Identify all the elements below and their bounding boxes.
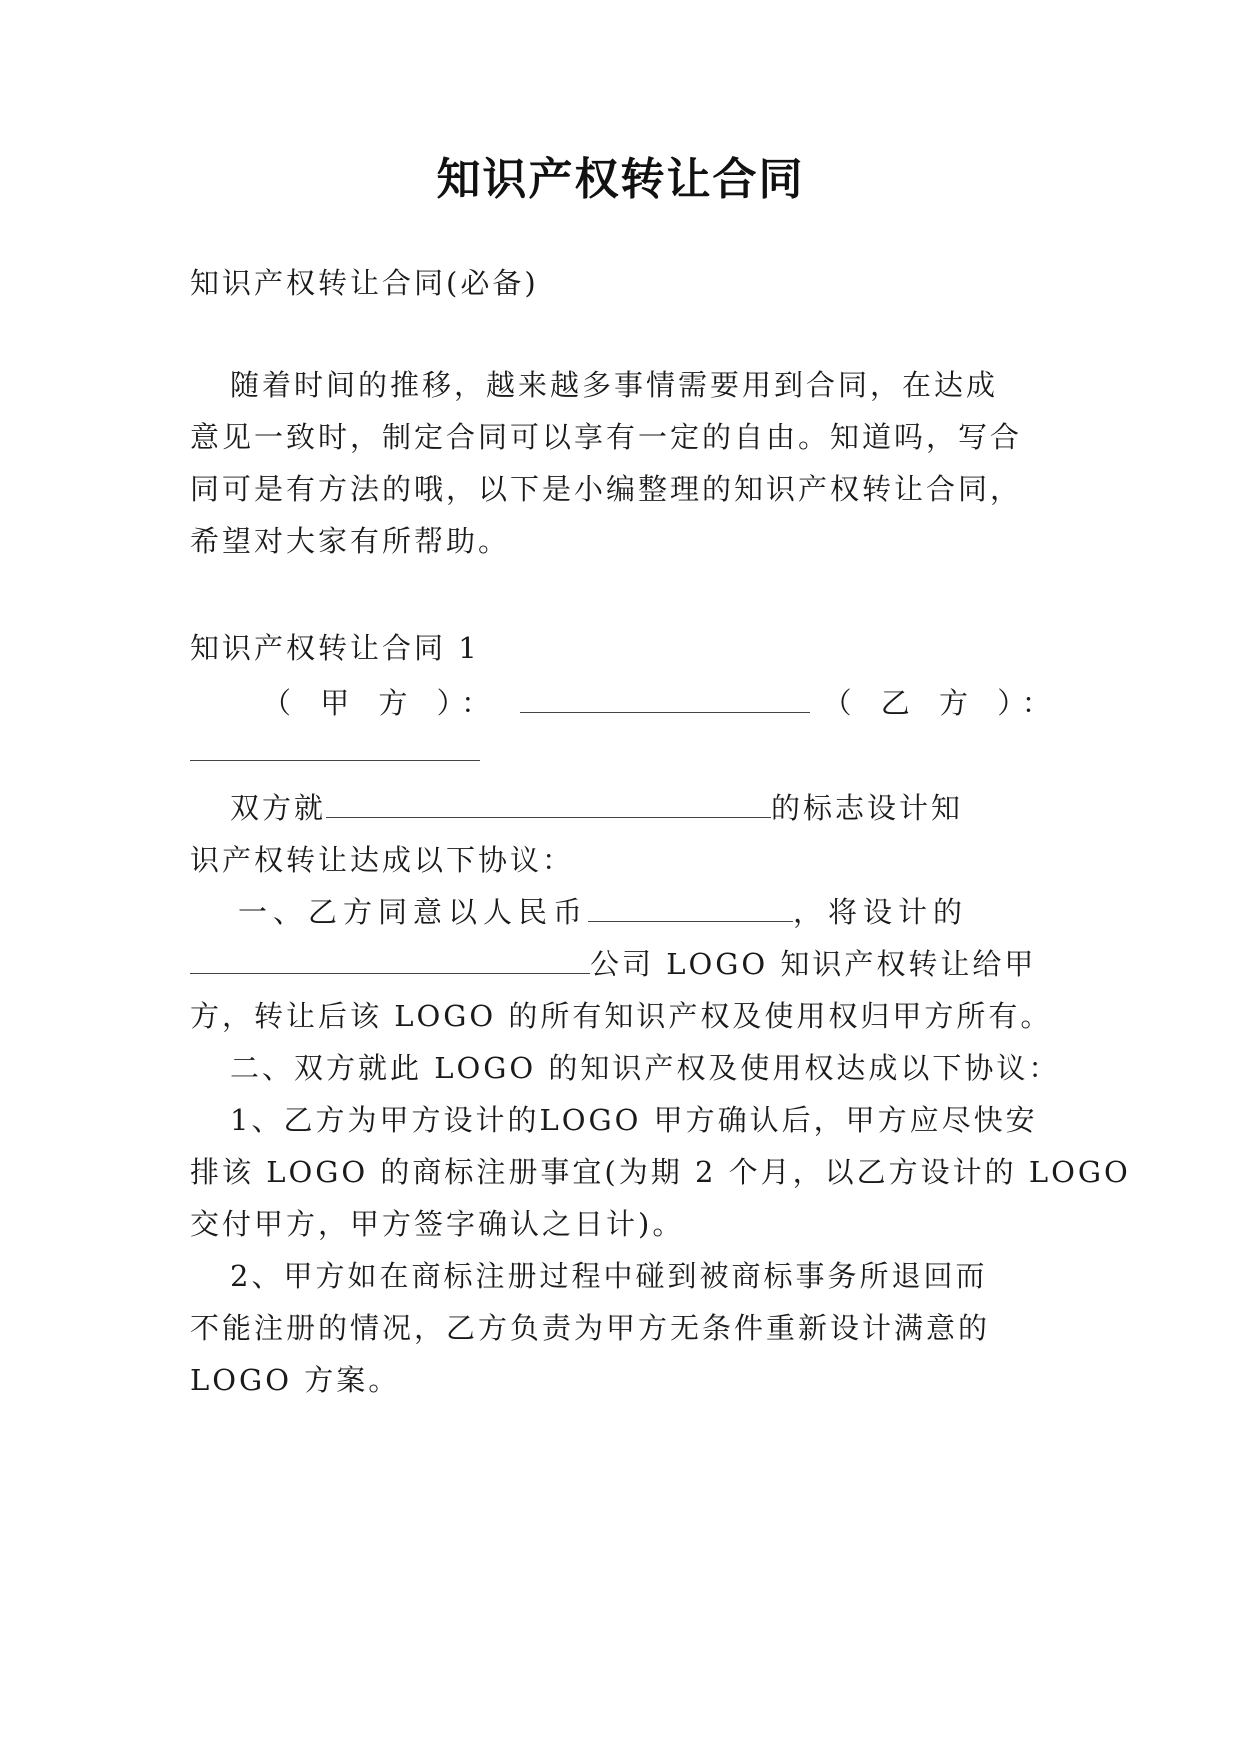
item-1-line-3: 交付甲方，甲方签字确认之日计)。 [190,1207,685,1241]
agreement-suffix: 的标志设计知 [771,791,964,825]
item-1-line-1: 1、乙方为甲方设计的LOGO 甲方确认后，甲方应尽快安 [230,1103,1038,1137]
intro-line-1: 随着时间的推移，越来越多事情需要用到合同，在达成 [230,368,999,402]
document-title: 知识产权转让合同 [436,154,805,205]
clause-1-line2-suffix: 公司 LOGO 知识产权转让给甲 [590,947,1037,981]
item-1-line-2: 排该 LOGO 的商标注册事宜(为期 2 个月，以乙方设计的 LOGO [190,1155,1131,1189]
agreement-subject-blank [326,791,771,818]
clause-1-line-3: 方，转让后该 LOGO 的所有知识产权及使用权归甲方所有。 [190,999,1053,1033]
document-subtitle: 知识产权转让合同(必备) [190,266,539,300]
section-heading: 知识产权转让合同 1 [190,631,480,665]
party-a-label: （ 甲 方 ）： [262,686,501,720]
parties-line [262,683,1061,723]
clause-1-suffix: ，将设计的 [793,895,969,929]
item-2-line-3: LOGO 方案。 [190,1363,401,1397]
party-a-blank [520,686,810,713]
item-2-line-2: 不能注册的情况，乙方负责为甲方无条件重新设计满意的 [190,1311,991,1345]
party-b-blank [190,760,480,761]
clause-2-heading: 二、双方就此 LOGO 的知识产权及使用权达成以下协议： [230,1051,1061,1085]
clause-1-company-blank [190,947,590,974]
party-b-label: （ 乙 方 ）： [822,686,1061,720]
agreement-line-2: 识产权转让达成以下协议： [190,843,575,877]
clause-1-amount-blank [588,895,793,922]
agreement-prefix: 双方就 [230,791,327,825]
intro-line-3: 同可是有方法的哦，以下是小编整理的知识产权转让合同， [190,472,1023,506]
clause-1-line-1 [238,892,969,932]
intro-line-2: 意见一致时，制定合同可以享有一定的自由。知道吗，写合 [190,420,1023,454]
clause-1-line-2 [190,944,1060,984]
agreement-line-1 [230,788,964,828]
intro-line-4: 希望对大家有所帮助。 [190,524,511,558]
clause-1-prefix: 一、乙方同意以人民币 [238,895,589,929]
item-2-line-1: 2、甲方如在商标注册过程中碰到被商标事务所退回而 [230,1259,988,1293]
